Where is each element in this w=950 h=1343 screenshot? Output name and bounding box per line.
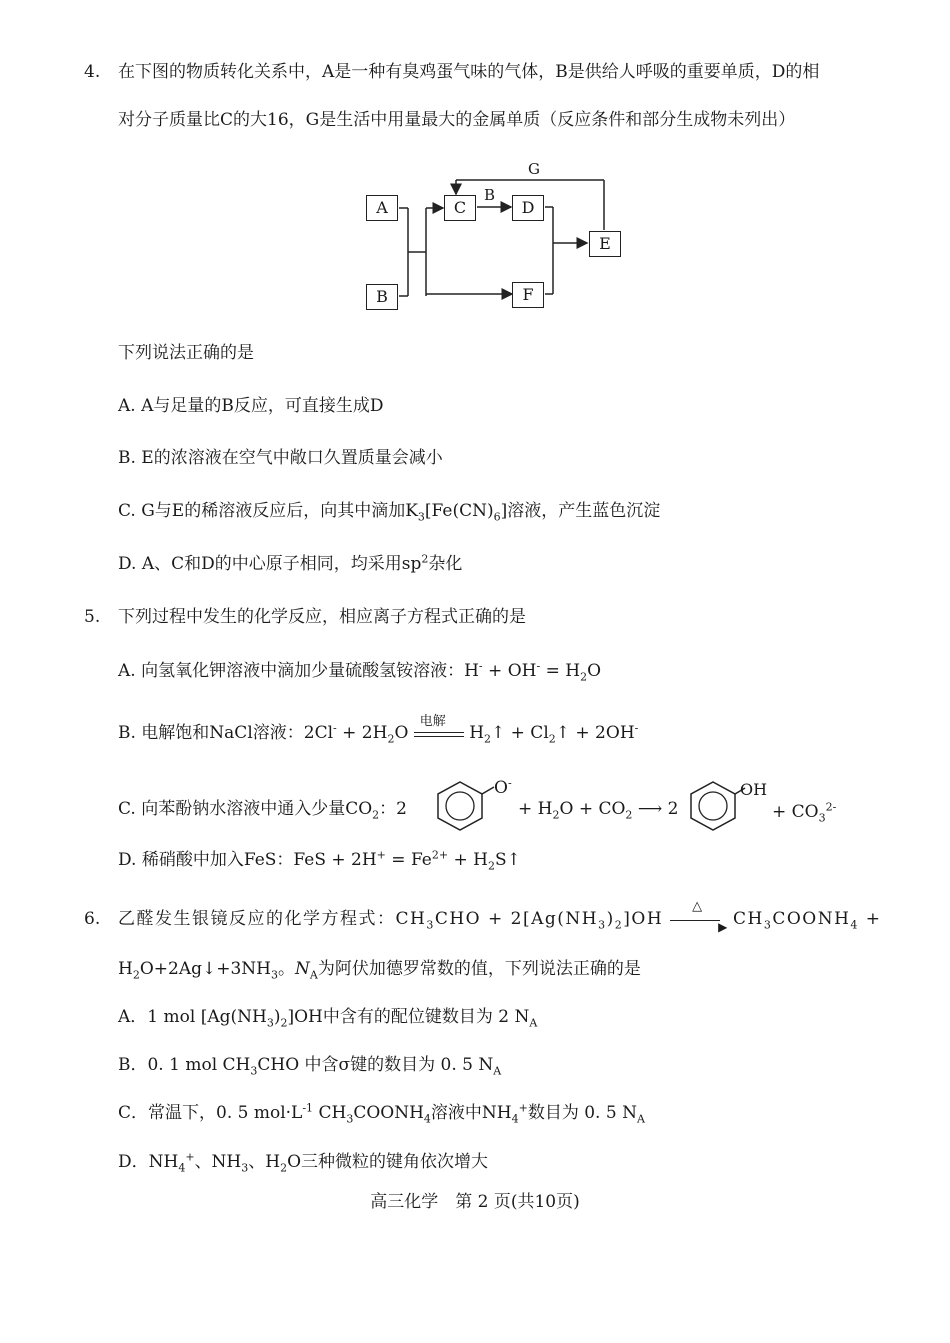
sub: 3 <box>763 918 773 932</box>
phenol-oh: OH <box>740 780 768 799</box>
q4-option-d <box>118 552 462 576</box>
label-B-arrow: B <box>484 186 496 204</box>
sup: 2+ <box>431 848 449 862</box>
q6-d-text3: 、H <box>248 1152 281 1172</box>
sub: A <box>636 1112 645 1126</box>
q5-d-text1: D. 稀硝酸中加入FeS：FeS + 2H <box>118 850 377 870</box>
sup: - <box>478 659 483 673</box>
label-G: G <box>528 160 540 178</box>
box-B: B <box>366 284 398 310</box>
q6-d-text4: O三种微粒的键角依次增大 <box>287 1152 489 1172</box>
q5-c-end <box>772 800 836 824</box>
q6-text10: 。 <box>278 959 295 979</box>
q6-c-text1: C．常温下，0. 5 mol·L <box>118 1103 303 1123</box>
diagram-lines <box>0 0 950 330</box>
sub: 2 <box>387 732 395 746</box>
sub: 3 <box>241 1161 249 1175</box>
q5-b-text3: O <box>394 723 409 743</box>
sub: A <box>309 968 318 982</box>
q6-a-text1: A．1 mol [Ag(NH <box>118 1007 267 1027</box>
q6-text5: CH <box>732 909 764 929</box>
question-number-5: 5. <box>84 607 101 627</box>
heat-symbol: △ <box>692 899 704 914</box>
sub: 2 <box>548 732 556 746</box>
sub: 3 <box>271 968 278 982</box>
phenoxide-o: O- <box>494 776 512 798</box>
sup: 2- <box>825 800 837 814</box>
sup: 2 <box>421 552 429 566</box>
q4-option-c <box>118 499 660 523</box>
question-number-6: 6. <box>84 909 101 929</box>
q6-text8: H <box>118 959 133 979</box>
sub: 6 <box>493 510 501 524</box>
q6-a-text3: ]OH中含有的配位键数目为 2 N <box>287 1007 530 1027</box>
q6-stem-line1 <box>118 899 882 934</box>
q5-stem: 下列过程中发生的化学反应，相应离子方程式正确的是 <box>118 607 526 627</box>
sub: A <box>493 1064 502 1078</box>
sub: 3 <box>266 1016 274 1030</box>
sup: + <box>185 1150 195 1164</box>
sub: 4 <box>850 918 859 932</box>
q5-b-text5: ↑ + Cl <box>491 723 549 743</box>
sub: 4 <box>423 1112 431 1126</box>
q6-text6: COONH <box>772 909 851 929</box>
heat-arrow: △ ▶ <box>670 907 726 931</box>
sup: - <box>536 659 541 673</box>
sub: 2 <box>484 732 492 746</box>
sub: 2 <box>372 808 380 822</box>
q6-text3: ) <box>606 909 615 929</box>
q5-option-b <box>118 714 639 746</box>
electrolysis-label: 电解 <box>419 714 446 729</box>
sub: 3 <box>598 918 607 932</box>
sub: 2 <box>552 808 560 822</box>
sub: A <box>529 1016 538 1030</box>
sub: 3 <box>346 1112 354 1126</box>
q5-option-c <box>118 797 407 821</box>
q5-c-text2: ：2 <box>379 799 407 819</box>
q6-text9: O+2Ag↓+3NH <box>139 959 271 979</box>
q5-d-text3: + H <box>448 850 488 870</box>
q4-c-text1: C. G与E的稀溶液反应后，向其中滴加K <box>118 501 418 521</box>
sub: 4 <box>511 1112 519 1126</box>
box-C: C <box>444 195 476 221</box>
box-F: F <box>512 282 544 308</box>
q5-c-mid <box>518 797 678 821</box>
q5-c-text3: + H <box>518 799 553 819</box>
q4-option-b: B. E的浓溶液在空气中敞口久置质量会减小 <box>118 448 443 468</box>
sub: 2 <box>280 1016 288 1030</box>
q6-option-c <box>118 1101 645 1125</box>
sub: 2 <box>132 968 140 982</box>
q5-c-text1: C. 向苯酚钠水溶液中通入少量CO <box>118 799 373 819</box>
q4-option-a: A. A与足量的B反应，可直接生成D <box>118 396 384 416</box>
q6-b-text2: CHO 中含σ键的数目为 0. 5 N <box>257 1055 494 1075</box>
sup: + <box>376 848 386 862</box>
q6-d-text1: D．NH <box>118 1152 179 1172</box>
q5-d-text2: = Fe <box>385 850 432 870</box>
q5-a-text3: = H <box>540 661 581 681</box>
q5-b-text4: H <box>469 723 485 743</box>
conversion-diagram <box>0 0 950 330</box>
sub: 2 <box>625 808 633 822</box>
question-number-4: 4. <box>84 62 101 82</box>
sub: 3 <box>250 1064 258 1078</box>
q4-c-text3: ]溶液，产生蓝色沉淀 <box>500 501 661 521</box>
q5-option-d <box>118 848 521 872</box>
q5-b-text1: B. 电解饱和NaCl溶液：2Cl <box>118 723 334 743</box>
q4-d-text1: D. A、C和D的中心原子相同，均采用sp <box>118 554 422 574</box>
q6-text1: 乙醛发生银镜反应的化学方程式：CH <box>118 909 427 929</box>
sub: 3 <box>426 918 435 932</box>
q4-c-text2: [Fe(CN) <box>424 501 494 521</box>
q6-b-text1: B．0. 1 mol CH <box>118 1055 251 1075</box>
q6-a-text2: ) <box>273 1007 281 1027</box>
q6-option-b <box>118 1053 501 1077</box>
q6-text2: CHO + 2[Ag(NH <box>434 909 599 929</box>
q4-prompt: 下列说法正确的是 <box>118 343 254 363</box>
sub: 4 <box>178 1161 186 1175</box>
electrolysis-arrow <box>414 714 464 745</box>
sup: + <box>518 1101 528 1115</box>
q5-b-text6: ↑ + 2OH <box>555 723 635 743</box>
q6-c-text5: 数目为 0. 5 N <box>527 1103 637 1123</box>
sup: - <box>333 721 337 735</box>
q6-option-a <box>118 1005 537 1029</box>
q4-stem-line1: 在下图的物质转化关系中，A是一种有臭鸡蛋气味的气体，B是供给人呼吸的重要单质，D的相 <box>118 62 820 82</box>
box-D: D <box>512 195 544 221</box>
sup: - <box>634 721 639 735</box>
q5-a-text1: A. 向氢氧化钾溶液中滴加少量硫酸氢铵溶液：H <box>118 661 479 681</box>
sub: 2 <box>614 918 624 932</box>
q6-d-text2: 、NH <box>194 1152 242 1172</box>
sub: 3 <box>818 811 826 825</box>
sub: 3 <box>417 510 425 524</box>
sup: -1 <box>302 1101 314 1115</box>
q6-stem-line2 <box>118 957 641 981</box>
page-footer: 高三化学 第 2 页(共10页) <box>370 1192 580 1212</box>
q5-a-text4: O <box>587 661 602 681</box>
sub: 2 <box>487 859 495 873</box>
q6-text7: + <box>858 909 882 929</box>
q5-option-a <box>118 659 601 683</box>
q5-c-text5: + CO <box>772 802 819 822</box>
sub: 2 <box>280 1161 288 1175</box>
q5-d-text4: S↑ <box>494 850 521 870</box>
q4-d-text2: 杂化 <box>428 554 463 574</box>
q6-c-text2: CH <box>313 1103 347 1123</box>
q5-c-text4: O + CO <box>559 799 626 819</box>
q5-b-text2: + 2H <box>336 723 388 743</box>
q6-text4: ]OH <box>623 909 664 929</box>
q5-a-text2: + OH <box>482 661 537 681</box>
q6-c-text3: COONH <box>353 1103 424 1123</box>
box-A: A <box>366 195 398 221</box>
sub: 2 <box>580 670 588 684</box>
q4-stem-line2: 对分子质量比C的大16，G是生活中用量最大的金属单质（反应条件和部分生成物未列出） <box>118 110 796 130</box>
q5-c-arrow: ⟶ 2 <box>637 799 679 819</box>
box-E: E <box>589 231 621 257</box>
q6-text11: N <box>295 959 310 979</box>
q6-c-text4: 溶液中NH <box>430 1103 512 1123</box>
q6-option-d <box>118 1150 488 1174</box>
q6-text12: 为阿伏加德罗常数的值，下列说法正确的是 <box>317 959 641 979</box>
